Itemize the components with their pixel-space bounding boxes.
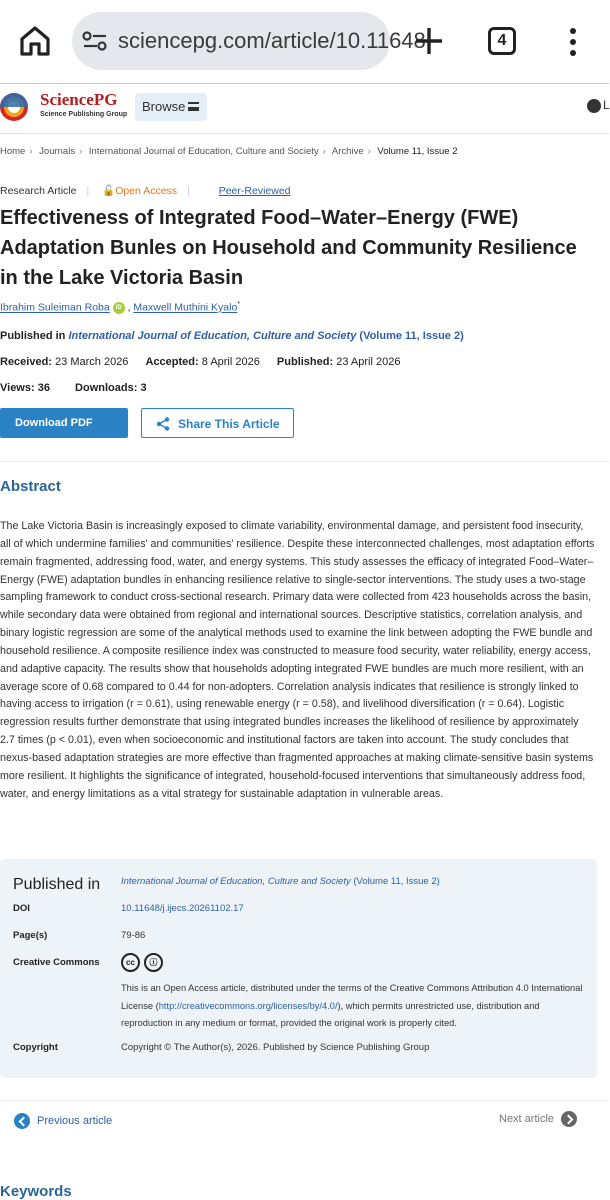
article-type: Research Article xyxy=(0,185,77,197)
doi-link[interactable]: 10.11648/j.ijecs.20261102.17 xyxy=(121,903,244,914)
new-tab-icon[interactable] xyxy=(412,24,446,58)
section-divider xyxy=(0,461,609,462)
cc-by-icon: ⓘ xyxy=(144,953,163,972)
open-access-badge: 🔓Open Access xyxy=(102,185,178,197)
downloads-count: 3 xyxy=(140,382,147,394)
chevron-right-icon xyxy=(561,1111,577,1127)
brand-tagline: Science Publishing Group xyxy=(40,111,128,118)
breadcrumb: Home › Journals › International Journal of Education, Culture and Society › Archive › Volume 11, Issue 2 xyxy=(0,146,458,157)
hamburger-icon xyxy=(188,102,199,111)
breadcrumb-journal[interactable]: International Journal of Education, Culture and Society xyxy=(88,146,319,157)
chevron-left-icon xyxy=(14,1113,30,1129)
browse-button[interactable] xyxy=(135,93,207,121)
info-cc-label: Creative Commons xyxy=(13,957,100,968)
article-stats: Views: 36 Downloads: 3 xyxy=(0,382,147,394)
download-pdf-label: Download PDF xyxy=(15,417,93,429)
share-label: Share This Article xyxy=(178,417,280,431)
article-title: Effectiveness of Integrated Food–Water–Energy (FWE) Adaptation Bunles on Household and Community Resilience in the Lake Victoria Basin xyxy=(0,207,577,289)
article-meta: Research Article | 🔓Open Access | Peer-Reviewed xyxy=(0,185,291,197)
orcid-icon[interactable]: iD xyxy=(113,302,125,314)
cc-license-link[interactable]: http://creativecommons.org/licenses/by/4.0/ xyxy=(158,1000,338,1011)
address-bar[interactable] xyxy=(72,12,426,70)
user-icon[interactable] xyxy=(587,99,601,113)
views-count: 36 xyxy=(37,382,50,394)
info-copyright-label: Copyright xyxy=(13,1042,58,1053)
url-text: sciencepg.com/article/10.11648 xyxy=(118,28,426,53)
cc-icon: cc xyxy=(121,953,140,972)
download-pdf-button[interactable] xyxy=(0,408,128,438)
accepted-date: 8 April 2026 xyxy=(201,356,260,368)
cc-license-text: This is an Open Access article, distributed under the terms of the Creative Commons Attribution 4.0 International License (http://creativecommons.org/licenses/by/4.0/), which permits unrestricted use, distribution and reproduction in any medium or format, provided the original work is properly cited. xyxy=(121,983,583,1028)
site-header xyxy=(0,84,609,134)
browser-toolbar xyxy=(0,0,609,84)
browse-label: Browse xyxy=(142,99,186,114)
share-icon xyxy=(156,417,170,431)
breadcrumb-archive[interactable]: Archive xyxy=(331,146,364,157)
tab-switcher-button[interactable]: 4 xyxy=(488,27,516,55)
published-in-line: Published in International Journal of Education, Culture and Society (Volume 11, Issue 2) xyxy=(0,330,464,342)
article-dates: Received: 23 March 2026 Accepted: 8 April 2026 Published: 23 April 2026 xyxy=(0,356,401,368)
pager-divider xyxy=(0,1100,609,1101)
author-link[interactable]: Ibrahim Suleiman Roba xyxy=(0,301,110,314)
info-pages-label: Page(s) xyxy=(13,930,48,941)
info-journal-link[interactable]: International Journal of Education, Culture and Society xyxy=(121,876,351,887)
previous-article-link[interactable]: Previous article xyxy=(14,1113,112,1129)
login-label[interactable]: L xyxy=(603,98,610,112)
published-date: 23 April 2026 xyxy=(336,356,401,368)
abstract-text: The Lake Victoria Basin is increasingly exposed to climate variability, environmental damage, and persistent food insecurity, all of which undermine families' and communities' resilience. Despite these interconnected challenges, most adaptation efforts remain fragmented, addressing food, water, and energy systems. This study assesses the efficacy of integrated Food–Water–Energy (FWE) adaptation bundles in enhancing resilience relative to single-sector interventions. The study uses a two-stage sampling framework to conduct cross-sectional research. Primary data were collected from 423 households across the basin, while secondary data were obtained from regional and international sources. Descriptive statistics, correlation analysis, and binary logistic regression are some of the analytical methods used to examine the link between adopting the FWE bundle and household resilience. A composite resilience index was constructed to measure food security, water reliability, energy access, and adaptive capacity. The results show that households adopting integrated FWE bundles are much more resilient, with an average score of 0.68 compared to 0.44 for non-adopters. Correlation analysis indicates that resilience is strongly linked to having access to irrigation (r = 0.61), using renewable energy (r = 0.58), and livelihood diversification (r = 0.64). Logistic regression results further demonstrate that using integrated bundles increases the likelihood of resilience by approximately 2.7 times (p < 0.01), even when socioeconomic and institutional factors are taken into account. The study concludes that nexus-based adaptation strategies are more effective than fragmented approaches at making climate-sensitive basin systems more resilient. It highlights the significance of integrated, household-focused interventions that simultaneously address food, water, and energy limitations as a vital strategy for sustainable adaptation in vulnerable areas. xyxy=(0,520,595,800)
abstract-heading: Abstract xyxy=(0,478,61,495)
info-pages-value: 79-86 xyxy=(121,930,146,941)
next-article-link[interactable]: Next article xyxy=(499,1111,577,1127)
keywords-heading: Keywords xyxy=(0,1183,72,1200)
site-settings-icon[interactable] xyxy=(82,30,108,52)
more-menu-icon[interactable] xyxy=(562,26,584,58)
cc-license-icons[interactable] xyxy=(121,952,167,974)
info-published-value xyxy=(121,876,440,887)
author-list: Ibrahim Suleiman Roba iD , Maxwell Muthini Kyalo* xyxy=(0,301,241,314)
brand-name[interactable]: SciencePG xyxy=(40,90,118,109)
author-link[interactable]: Maxwell Muthini Kyalo xyxy=(133,301,238,314)
peer-reviewed-link[interactable]: Peer-Reviewed xyxy=(218,185,291,197)
info-published-label: Published in xyxy=(13,876,101,893)
info-doi-label: DOI xyxy=(13,903,30,914)
breadcrumb-journals[interactable]: Journals xyxy=(39,146,76,157)
info-issue-link[interactable]: (Volume 11, Issue 2) xyxy=(353,876,440,887)
breadcrumb-home[interactable]: Home xyxy=(0,146,26,157)
lock-open-icon: 🔓 xyxy=(102,185,116,197)
sciencepg-logo-icon[interactable] xyxy=(0,88,34,126)
home-icon[interactable] xyxy=(18,24,52,58)
received-date: 23 March 2026 xyxy=(55,356,129,368)
journal-link[interactable]: International Journal of Education, Culture and Society xyxy=(68,330,357,342)
share-article-button[interactable] xyxy=(141,408,294,438)
issue-link[interactable]: (Volume 11, Issue 2) xyxy=(359,330,464,342)
breadcrumb-current: Volume 11, Issue 2 xyxy=(377,146,458,157)
info-copyright-value: Copyright © The Author(s), 2026. Published by Science Publishing Group xyxy=(121,1042,430,1053)
